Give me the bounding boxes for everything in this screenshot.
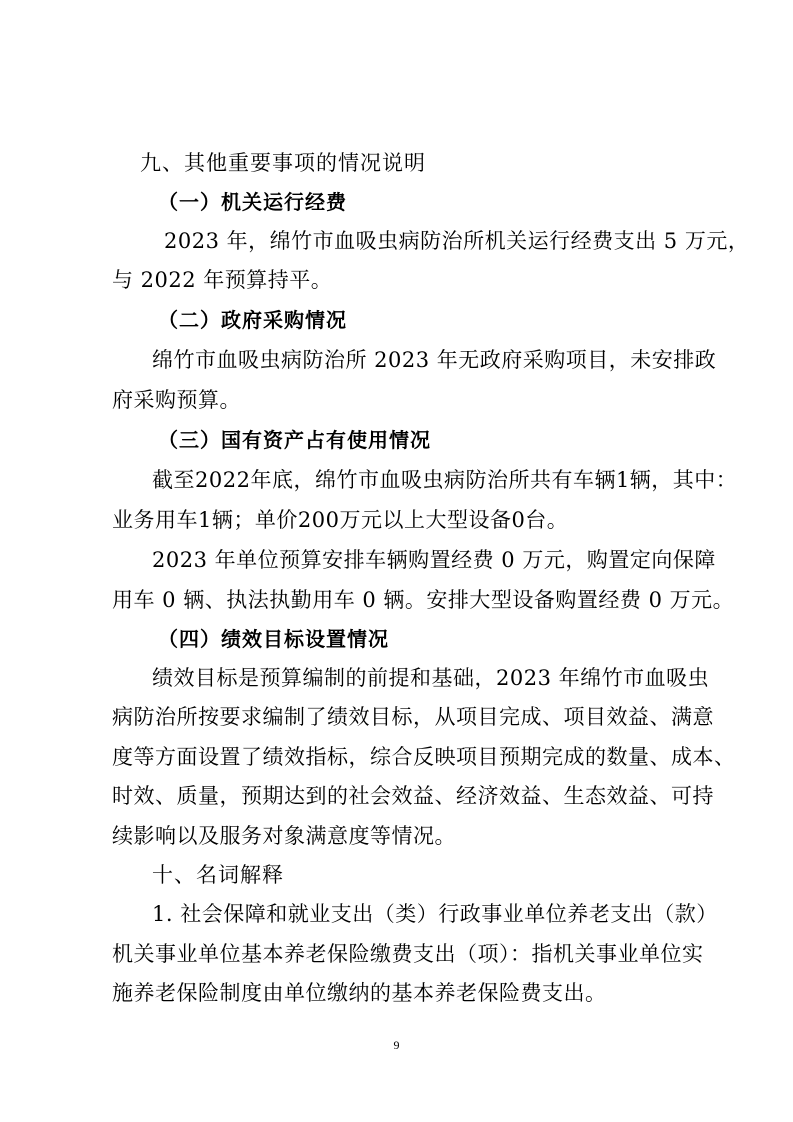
paragraph-line: 截至2022年底，绵竹市血吸虫病防治所共有车辆1辆，其中： (152, 468, 738, 492)
paragraph-line: 与 2022 年预算持平。 (112, 268, 333, 292)
paragraph-line: 2023 年单位预算安排车辆购置经费 0 万元，购置定向保障 (152, 548, 716, 572)
paragraph-line: 业务用车1辆；单价200万元以上大型设备0台。 (112, 508, 569, 532)
subsection-2-heading: （二）政府采购情况 (158, 308, 347, 332)
subsection-4-heading: （四）绩效目标设置情况 (158, 627, 389, 651)
subsection-1-heading: （一）机关运行经费 (158, 190, 347, 214)
paragraph-line: 时效、质量，预期达到的社会效益、经济效益、生态效益、可持 (112, 784, 714, 808)
paragraph-line: 病防治所按要求编制了绩效目标，从项目完成、项目效益、满意 (112, 705, 714, 729)
section-9-heading: 九、其他重要事项的情况说明 (140, 151, 426, 175)
paragraph-line: 机关事业单位基本养老保险缴费支出（项）：指机关事业单位实 (112, 942, 704, 966)
paragraph-line: 2023 年，绵竹市血吸虫病防治所机关运行经费支出 5 万元， (164, 229, 750, 253)
paragraph-line: 度等方面设置了绩效指标，综合反映项目预期完成的数量、成本、 (112, 745, 736, 769)
paragraph-line: 绵竹市血吸虫病防治所 2023 年无政府采购项目，未安排政 (152, 348, 717, 372)
paragraph-line: 府采购预算。 (112, 388, 241, 412)
section-10-heading: 十、名词解释 (152, 863, 284, 887)
paragraph-line: 用车 0 辆、执法执勤用车 0 辆。安排大型设备购置经费 0 万元。 (112, 588, 735, 612)
paragraph-line: 续影响以及服务对象满意度等情况。 (112, 824, 456, 848)
paragraph-line: 绩效目标是预算编制的前提和基础，2023 年绵竹市血吸虫 (152, 666, 710, 690)
subsection-3-heading: （三）国有资产占有使用情况 (158, 428, 431, 452)
paragraph-line: 施养老保险制度由单位缴纳的基本养老保险费支出。 (112, 981, 607, 1005)
page-number: 9 (393, 1038, 400, 1052)
paragraph-line: 1. 社会保障和就业支出（类）行政事业单位养老支出（款） (152, 902, 718, 926)
